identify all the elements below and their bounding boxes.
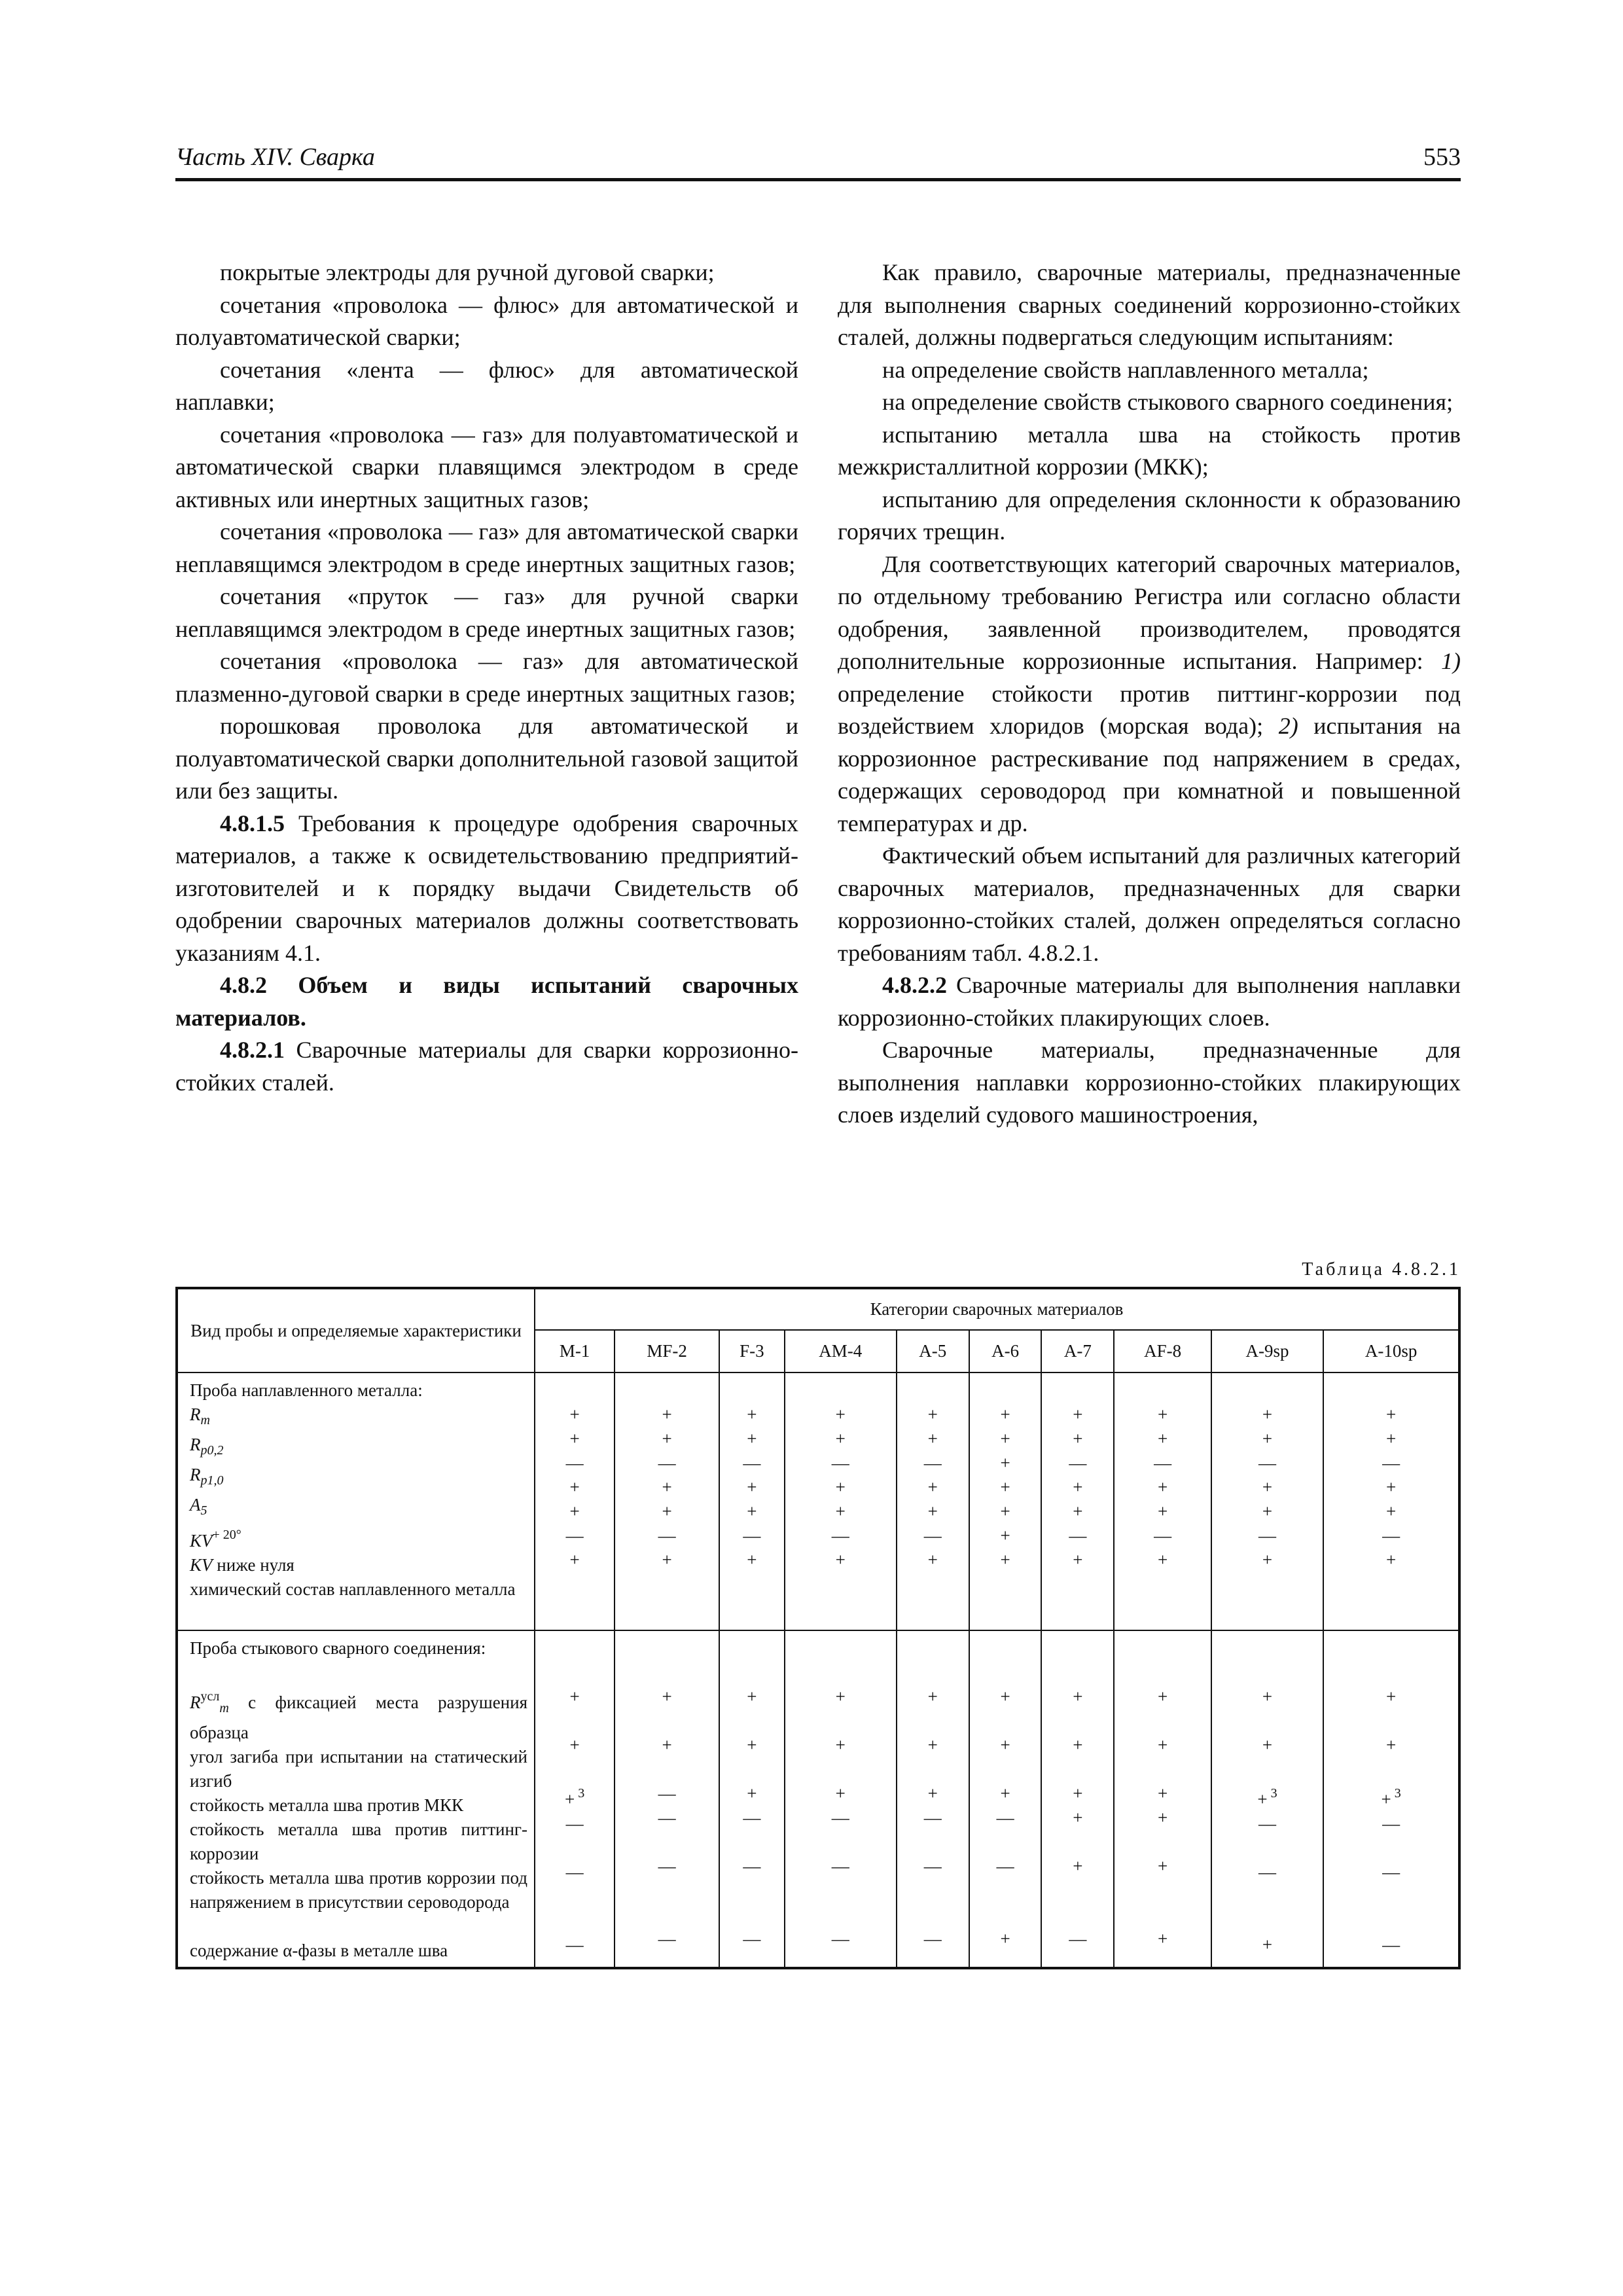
table-cell-mark: — <box>831 1453 849 1473</box>
table-cell-mark <box>1212 1782 1323 1812</box>
table-cell-mark: — <box>1069 1453 1087 1473</box>
row-text: химический состав наплавленного металла <box>190 1579 516 1599</box>
category-header: A-9sp <box>1211 1330 1323 1372</box>
table-cell-mark: — <box>1069 1929 1087 1948</box>
paragraph-number: 4.8.1.5 <box>220 810 285 836</box>
table-cell-mark: + <box>1385 1429 1397 1448</box>
table-cell-mark: + <box>662 1501 672 1521</box>
list-item: сочетания «пруток — газ» для ручной сварки неплавящимся электродом в среде инертных защитных газов; <box>175 583 798 642</box>
table-cell-mark: + <box>1000 1784 1010 1803</box>
row-label <box>190 1577 527 1626</box>
right-column <box>838 257 1461 1132</box>
item-number: 1) <box>1441 648 1461 674</box>
item-number: 2) <box>1278 713 1298 739</box>
category-header: MF-2 <box>615 1330 719 1372</box>
footnote-ref: 3 <box>1267 1786 1277 1801</box>
table-cell-mark: + <box>1000 1429 1010 1448</box>
list-item: испытанию металла шва на стойкость против межкристаллитной коррозии (МКК); <box>838 421 1461 480</box>
marks-column <box>719 1372 785 1630</box>
table-cell-mark: + <box>662 1477 672 1497</box>
table-cell-mark: — <box>996 1808 1014 1827</box>
paragraph-last: Сварочные материалы, предназначенные для выполнения наплавки коррозионно-стойких плакирующих слоев изделий судового машиностроения, <box>838 1037 1461 1128</box>
table-cell-mark: + <box>1073 1429 1083 1448</box>
table-cell-mark: + <box>662 1687 672 1706</box>
table-cell-mark: — <box>1069 1526 1087 1545</box>
table-cell-mark: + <box>1000 1735 1010 1755</box>
spacer <box>720 1636 784 1685</box>
category-header: A-7 <box>1041 1330 1114 1372</box>
table-cell-mark: + <box>1157 1929 1168 1948</box>
spacer <box>897 1378 969 1403</box>
marks-column <box>615 1372 719 1630</box>
table-cell-mark: + <box>927 1429 938 1448</box>
table-cell-mark: — <box>658 1784 676 1803</box>
paragraph-4821 <box>175 1034 798 1099</box>
symbol: A <box>190 1495 201 1515</box>
table-cell-mark: + <box>1385 1550 1397 1570</box>
list-item: сочетания «лента — флюс» для автоматической наплавки; <box>175 356 798 415</box>
table-cell-mark: — <box>831 1929 849 1948</box>
table-cell-mark: + <box>1157 1735 1168 1755</box>
table-cell-mark: — <box>1258 1814 1277 1833</box>
table-cell-mark: + <box>1157 1477 1168 1497</box>
row-label <box>190 1793 527 1818</box>
table-cell-mark: + <box>835 1784 846 1803</box>
paragraph-text: Требования к процедуре одобрения сварочных материалов, а также к освидетельствованию предприятий-изготовителей и к порядку выдачи Свидетельств об одобрении сварочных материалов должны соответствовать указаниям 4.1. <box>175 810 798 966</box>
symbol: R <box>190 1405 201 1424</box>
table-cell-mark: + <box>1073 1405 1083 1424</box>
table-caption: Таблица 4.8.2.1 <box>1302 1259 1461 1280</box>
spacer <box>1212 1378 1323 1403</box>
table-cell-mark: + <box>1157 1856 1168 1876</box>
table-cell-mark: — <box>1382 1935 1400 1954</box>
table-cell-mark: — <box>1154 1526 1172 1545</box>
table-cell-mark: — <box>1382 1814 1400 1833</box>
table-cell-mark: + <box>747 1550 757 1570</box>
table-cell-mark: + <box>1157 1550 1168 1570</box>
paragraph-text: Сварочные материалы для сварки коррозионно-стойких сталей. <box>175 1037 799 1096</box>
paragraph-number: 4.8.2.2 <box>882 972 947 998</box>
table-cell-mark: + <box>569 1735 580 1755</box>
table-cell-mark: + <box>569 1405 580 1424</box>
table-cell-mark: — <box>743 1453 761 1473</box>
table-cell-mark: — <box>1382 1526 1400 1545</box>
table-cell-mark: + <box>1157 1429 1168 1448</box>
table-cell-mark: + <box>747 1405 757 1424</box>
header-rule <box>175 178 1461 181</box>
table-cell-mark: — <box>658 1929 676 1948</box>
table-section-deposited-metal <box>177 1372 1459 1630</box>
row-label <box>190 1493 527 1523</box>
marks-column <box>897 1630 969 1968</box>
row-label <box>190 1939 527 1963</box>
table-cell-mark: + <box>747 1784 757 1803</box>
table-cell-mark: — <box>1154 1453 1172 1473</box>
table-cell-mark: + <box>1000 1453 1010 1473</box>
mark-symbol: + <box>1381 1789 1391 1809</box>
page-header <box>175 143 1461 179</box>
table-cell-mark: + <box>1157 1784 1168 1803</box>
list-item: сочетания «проволока — газ» для автоматической плазменно-дуговой сварки в среде инертных защитных газов; <box>175 648 798 707</box>
table-cell-mark: — <box>1258 1862 1277 1882</box>
paragraph-text: испытания на коррозионное растрескивание под напряжением в средах, содержащих сероводород при комнатной и повышенной температурах и др. <box>838 713 1461 836</box>
superscript: + 20° <box>212 1528 241 1542</box>
spacer <box>615 1636 719 1685</box>
table-cell-mark: + <box>927 1735 938 1755</box>
row-label <box>190 1433 527 1463</box>
table-cell-mark: + <box>1073 1550 1083 1570</box>
row-text: содержание α-фазы в металле шва <box>190 1941 448 1960</box>
table-cell-mark: + <box>569 1429 580 1448</box>
table-cell-mark: + <box>1157 1501 1168 1521</box>
table-cell-mark: + <box>747 1429 757 1448</box>
mark-symbol: + <box>564 1789 575 1809</box>
marks-column <box>1114 1630 1211 1968</box>
table-cell-mark: — <box>1258 1453 1277 1473</box>
marks-column <box>535 1372 615 1630</box>
table-cell-mark: — <box>923 1808 942 1827</box>
symbol: KV <box>190 1555 213 1575</box>
table-cell-mark: + <box>835 1550 846 1570</box>
table-cell-mark: + <box>1157 1808 1168 1827</box>
table-cell-mark: + <box>927 1405 938 1424</box>
paragraph-4822 <box>838 969 1461 1034</box>
spacer <box>615 1378 719 1403</box>
list-item: на определение свойств стыкового сварного соединения; <box>882 389 1454 415</box>
table-cell-mark: — <box>743 1856 761 1876</box>
section-title: Проба стыкового сварного соединения: <box>190 1638 486 1658</box>
spacer <box>1115 1378 1211 1403</box>
table-cell-mark: + <box>1385 1477 1397 1497</box>
marks-column <box>1114 1372 1211 1630</box>
table-cell-mark: + <box>1000 1929 1010 1948</box>
marks-column <box>1323 1372 1459 1630</box>
running-title: Часть XIV. Сварка <box>175 143 375 171</box>
table-cell-mark: + <box>1262 1735 1273 1755</box>
category-header: F-3 <box>719 1330 785 1372</box>
table-cell-mark: + <box>927 1687 938 1706</box>
mark-symbol: + <box>1257 1789 1268 1809</box>
row-label <box>190 1553 527 1577</box>
category-header: AF-8 <box>1114 1330 1211 1372</box>
table-cell-mark: + <box>569 1501 580 1521</box>
spacer <box>1212 1636 1323 1685</box>
table-cell-mark: — <box>923 1453 942 1473</box>
row-header-cell: Вид пробы и определяемые характеристики <box>177 1288 535 1372</box>
section-labels <box>177 1630 535 1968</box>
category-header: M-1 <box>535 1330 615 1372</box>
paragraph-extra-tests <box>838 548 1461 840</box>
list-item: сочетания «проволока — флюс» для автоматической и полуавтоматической сварки; <box>175 291 798 350</box>
table-cell-mark: + <box>747 1735 757 1755</box>
table-cell-mark: + <box>1385 1501 1397 1521</box>
list-item: испытанию для определения склонности к образованию горячих трещин. <box>838 486 1461 545</box>
table-cell-mark: + <box>1073 1735 1083 1755</box>
row-label <box>190 1866 527 1939</box>
table-cell-mark: + <box>835 1429 846 1448</box>
table-cell-mark: + <box>1262 1405 1273 1424</box>
list-item: на определение свойств наплавленного металла; <box>882 356 1369 383</box>
marks-column <box>1041 1372 1114 1630</box>
section-title: Проба наплавленного металла: <box>190 1380 423 1400</box>
table-cell-mark: — <box>831 1856 849 1876</box>
spacer <box>720 1378 784 1403</box>
table-cell-mark: + <box>1000 1687 1010 1706</box>
spacer <box>1324 1378 1458 1403</box>
list-item: порошковая проволока для автоматической и полуавтоматической сварки дополнительной газовой защитой или без защиты. <box>175 713 798 804</box>
spacer <box>1324 1636 1458 1685</box>
table-cell-mark: + <box>1073 1784 1083 1803</box>
table-cell-mark: + <box>835 1501 846 1521</box>
table-cell-mark: + <box>662 1405 672 1424</box>
table-cell-mark: — <box>565 1814 584 1833</box>
table-cell-mark: + <box>1073 1808 1083 1827</box>
table-cell-mark: + <box>747 1501 757 1521</box>
row-text: стойкость металла шва против МКК <box>190 1795 464 1815</box>
spacer <box>785 1636 896 1685</box>
spacer <box>1115 1636 1211 1685</box>
table-cell-mark: + <box>1000 1405 1010 1424</box>
table-cell-mark: + <box>1262 1501 1273 1521</box>
table-cell-mark: + <box>747 1477 757 1497</box>
row-label <box>190 1403 527 1433</box>
marks-column <box>535 1630 615 1968</box>
table-cell-mark: — <box>743 1929 761 1948</box>
table-cell-mark: + <box>835 1405 846 1424</box>
table-cell-mark: — <box>831 1526 849 1545</box>
symbol: R <box>190 1465 201 1484</box>
row-label <box>190 1685 527 1745</box>
table-cell-mark: + <box>835 1477 846 1497</box>
marks-column <box>719 1630 785 1968</box>
subscript: p0,2 <box>200 1443 224 1458</box>
footnote-ref: 3 <box>1391 1786 1401 1801</box>
superscript: усл <box>200 1689 220 1704</box>
list-item: сочетания «проволока — газ» для автоматической сварки неплавящимся электродом в среде инертных защитных газов; <box>175 518 798 577</box>
paragraph-text: определение стойкости против питтинг-коррозии под воздействием хлоридов (морская вода); <box>838 680 1461 739</box>
table-cell-mark <box>1324 1782 1458 1812</box>
table-cell-mark: + <box>927 1550 938 1570</box>
categories-header-cell: Категории сварочных материалов <box>535 1288 1459 1330</box>
table-cell-mark: — <box>923 1929 942 1948</box>
subscript: p1,0 <box>200 1473 224 1488</box>
marks-column <box>969 1630 1042 1968</box>
table-cell-mark: + <box>1073 1477 1083 1497</box>
table-cell-mark: + <box>835 1735 846 1755</box>
paragraph-actual: Фактический объем испытаний для различных категорий сварочных материалов, предназначенных для сварки коррозионно-стойких сталей, должен определяться согласно требованиям табл. 4.8.2.1. <box>838 842 1461 966</box>
table-cell-mark: + <box>1073 1856 1083 1876</box>
table-cell-mark: + <box>835 1687 846 1706</box>
symbol: KV <box>190 1531 213 1551</box>
category-header: A-10sp <box>1323 1330 1459 1372</box>
table-cell-mark: + <box>1073 1501 1083 1521</box>
table-cell-mark: — <box>743 1526 761 1545</box>
paragraph-text: Для соответствующих категорий сварочных материалов, по отдельному требованию Регистра или согласно области одобрения, заявленной производителем, проводятся дополнительные коррозионные испытания. Например: <box>838 550 1461 674</box>
table-cell-mark: + <box>569 1477 580 1497</box>
marks-column <box>785 1372 897 1630</box>
table-cell-mark: + <box>1262 1429 1273 1448</box>
table-cell-mark: + <box>1385 1735 1397 1755</box>
table-cell-mark: — <box>658 1526 676 1545</box>
table-cell-mark: — <box>565 1862 584 1882</box>
table-cell-mark: + <box>1262 1687 1273 1706</box>
table-cell-mark: + <box>927 1501 938 1521</box>
list-item: сочетания «проволока — газ» для полуавтоматической и автоматической сварки плавящимся электродом в среде активных или инертных защитных газов; <box>175 421 798 512</box>
subscript: m <box>200 1413 210 1427</box>
table-cell-mark: + <box>569 1687 580 1706</box>
table-cell-mark: — <box>996 1856 1014 1876</box>
list-item: покрытые электроды для ручной дуговой сварки; <box>220 259 715 285</box>
table-cell-mark: + <box>1262 1477 1273 1497</box>
table-cell-mark: — <box>923 1856 942 1876</box>
row-label <box>190 1818 527 1866</box>
category-header: A-6 <box>969 1330 1042 1372</box>
marks-column <box>1323 1630 1459 1968</box>
table-cell-mark: + <box>662 1429 672 1448</box>
table-cell-mark: — <box>565 1935 584 1954</box>
spacer <box>897 1636 969 1685</box>
marks-column <box>785 1630 897 1968</box>
table-cell-mark: + <box>1385 1687 1397 1706</box>
marks-column <box>615 1630 719 1968</box>
symbol: R <box>190 1693 201 1712</box>
row-text: стойкость металла шва против питтинг-коррозии <box>190 1820 527 1863</box>
table-cell-mark: — <box>1382 1862 1400 1882</box>
category-header: AM-4 <box>785 1330 897 1372</box>
table-cell-mark: — <box>1258 1526 1277 1545</box>
spacer <box>535 1636 614 1685</box>
footnote-ref: 3 <box>575 1786 585 1801</box>
spacer <box>785 1378 896 1403</box>
row-label <box>190 1523 527 1553</box>
heading-number: 4.8.2 <box>220 972 267 998</box>
table-cell-mark: + <box>927 1477 938 1497</box>
table-cell-mark: + <box>662 1735 672 1755</box>
table-cell-mark: + <box>1000 1550 1010 1570</box>
table-cell-mark: + <box>569 1550 580 1570</box>
paragraph-text: Сварочные материалы для выполнения наплавки коррозионно-стойких плакирующих слоев. <box>838 972 1461 1031</box>
row-text: угол загиба при испытании на статический изгиб <box>190 1747 527 1791</box>
row-label <box>190 1745 527 1793</box>
table-cell-mark: — <box>658 1453 676 1473</box>
row-text: с фиксацией места разрушения образца <box>190 1693 527 1742</box>
spacer <box>1042 1636 1113 1685</box>
marks-column <box>1211 1372 1323 1630</box>
subscript: 5 <box>200 1503 207 1518</box>
paragraph-intro: Как правило, сварочные материалы, предназначенные для выполнения сварных соединений коррозионно-стойких сталей, должны подвергаться следующим испытаниям: <box>838 259 1461 350</box>
table-cell-mark: + <box>1073 1687 1083 1706</box>
table-cell-mark: + <box>1000 1526 1010 1545</box>
table-cell-mark: — <box>743 1808 761 1827</box>
table-cell-mark: — <box>658 1856 676 1876</box>
table-cell-mark: + <box>1262 1935 1273 1954</box>
spacer <box>970 1378 1041 1403</box>
table-cell-mark: — <box>565 1453 584 1473</box>
table-cell-mark: + <box>1262 1550 1273 1570</box>
marks-column <box>897 1372 969 1630</box>
table-cell-mark: + <box>1157 1687 1168 1706</box>
section-heading-482 <box>175 969 798 1034</box>
section-labels <box>177 1372 535 1630</box>
subscript: m <box>219 1701 229 1715</box>
row-text: стойкость металла шва против коррозии под напряжением в присутствии сероводорода <box>190 1868 527 1912</box>
marks-column <box>969 1372 1042 1630</box>
symbol: R <box>190 1435 201 1454</box>
table-cell-mark: + <box>1157 1405 1168 1424</box>
row-label <box>190 1463 527 1493</box>
table-cell-mark: — <box>923 1526 942 1545</box>
paragraph-4815 <box>175 808 798 970</box>
table-cell-mark: — <box>565 1526 584 1545</box>
table-cell-mark: — <box>1382 1453 1400 1473</box>
marks-column <box>1041 1630 1114 1968</box>
table-cell-mark <box>535 1782 614 1812</box>
table-section-butt-joint <box>177 1630 1459 1968</box>
spacer <box>535 1378 614 1403</box>
table-cell-mark: + <box>662 1550 672 1570</box>
table-cell-mark: + <box>927 1784 938 1803</box>
table-cell-mark: + <box>747 1687 757 1706</box>
table-cell-mark: — <box>658 1808 676 1827</box>
page-number: 553 <box>1423 143 1461 171</box>
heading-text: Объем и виды испытаний сварочных материалов. <box>175 972 799 1031</box>
category-header: A-5 <box>897 1330 969 1372</box>
table-cell-mark: — <box>831 1808 849 1827</box>
left-column <box>175 257 798 1099</box>
table-cell-mark: + <box>1000 1477 1010 1497</box>
row-text: ниже нуля <box>212 1555 294 1575</box>
table-cell-mark: + <box>1000 1501 1010 1521</box>
marks-column <box>1211 1630 1323 1968</box>
spacer <box>1042 1378 1113 1403</box>
table-cell-mark: + <box>1385 1405 1397 1424</box>
tests-table <box>175 1287 1461 1969</box>
paragraph-number: 4.8.2.1 <box>220 1037 285 1063</box>
spacer <box>970 1636 1041 1685</box>
